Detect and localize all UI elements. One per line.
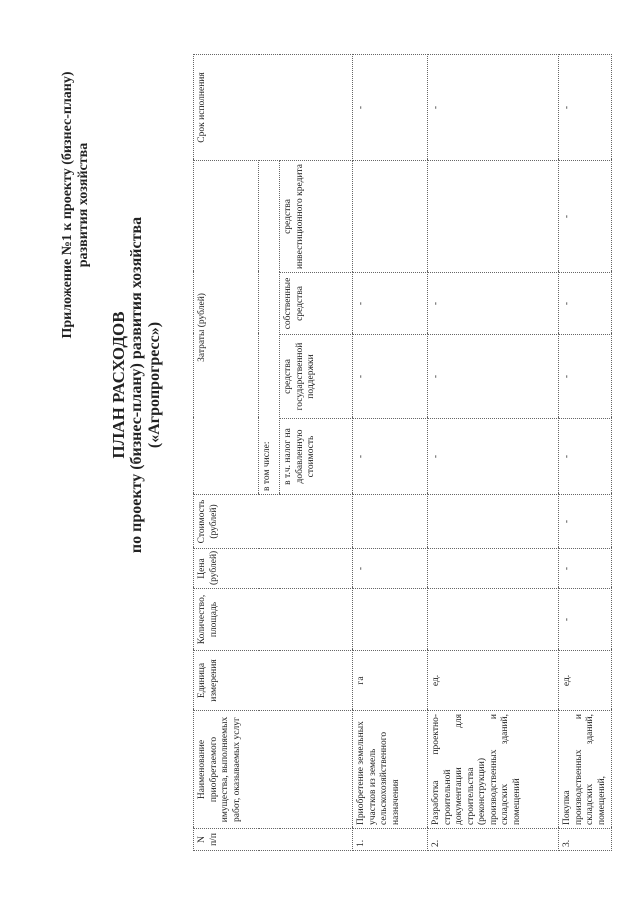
cell-unit: ед. [559, 651, 612, 711]
cell-num: 1. [353, 829, 428, 851]
table-row [353, 54, 428, 850]
cell-num: 3. [559, 829, 612, 851]
title-line-3: («Агропрогресс») [146, 321, 163, 449]
table-row [428, 54, 559, 850]
cell-deadline: - [428, 54, 559, 160]
appendix-heading [60, 15, 92, 395]
cell-price: - [353, 549, 428, 589]
cell-vat: - [559, 419, 612, 495]
cell-credit [428, 160, 559, 272]
cell-name: Разработка проектно-строительной документации для строительства (реконструкции) производственных и складских зданий, помещений [428, 711, 559, 829]
expense-plan-table [193, 54, 612, 851]
header-incl: в том числе: [259, 160, 280, 494]
header-price: Цена (рублей) [194, 549, 353, 589]
cell-credit: - [559, 160, 612, 272]
cell-own: - [559, 273, 612, 335]
appendix-line-2: развития хозяйства [76, 142, 91, 268]
cell-cost [353, 495, 428, 549]
cell-name: Покупка производственных и складских зданий, помещений, [559, 711, 612, 829]
header-state: средства государственной поддержки [280, 335, 353, 419]
cell-own: - [428, 273, 559, 335]
cell-state: - [559, 335, 612, 419]
cell-vat: - [353, 419, 428, 495]
header-deadline: Срок исполнения [194, 54, 353, 160]
header-credit: средства инвестиционного кредита [280, 160, 353, 272]
header-num: N п/п [194, 829, 353, 851]
cell-deadline: - [559, 54, 612, 160]
cell-unit: га [353, 651, 428, 711]
header-cost: Стоимость (рублей) [194, 495, 353, 549]
cell-unit: ед. [428, 651, 559, 711]
cell-state: - [353, 335, 428, 419]
cell-deadline: - [353, 54, 428, 160]
cell-price [428, 549, 559, 589]
cell-price: - [559, 549, 612, 589]
title-line-2: по проекту (бизнес-плану) развития хозяйства [128, 216, 145, 554]
cell-name: Приобретение земельных участков из земель сельскохозяйственного назначения [353, 711, 428, 829]
cell-vat: - [428, 419, 559, 495]
header-unit: Единица измерения [194, 651, 353, 711]
cell-cost: - [559, 495, 612, 549]
cell-qty: - [559, 589, 612, 651]
cell-state: - [428, 335, 559, 419]
header-qty: Количество, площадь [194, 589, 353, 651]
appendix-line-1: Приложение №1 к проекту (бизнес-плану) [60, 71, 75, 339]
title-line-1: ПЛАН РАСХОДОВ [109, 311, 128, 459]
plan-title [110, 195, 164, 575]
cell-qty [353, 589, 428, 651]
cell-num: 2. [428, 829, 559, 851]
cell-qty [428, 589, 559, 651]
header-expenses: Затраты (рублей) [194, 160, 259, 494]
header-vat: в т.ч. налог на добавленную стоимость [280, 419, 353, 495]
header-name: Наименование приобретаемого имущества, выполняемых работ, оказываемых услуг [194, 711, 353, 829]
header-own: собственные средства [280, 273, 353, 335]
cell-cost [428, 495, 559, 549]
header-row-1 [194, 54, 259, 850]
cell-credit [353, 160, 428, 272]
table-row [559, 54, 612, 850]
cell-own: - [353, 273, 428, 335]
